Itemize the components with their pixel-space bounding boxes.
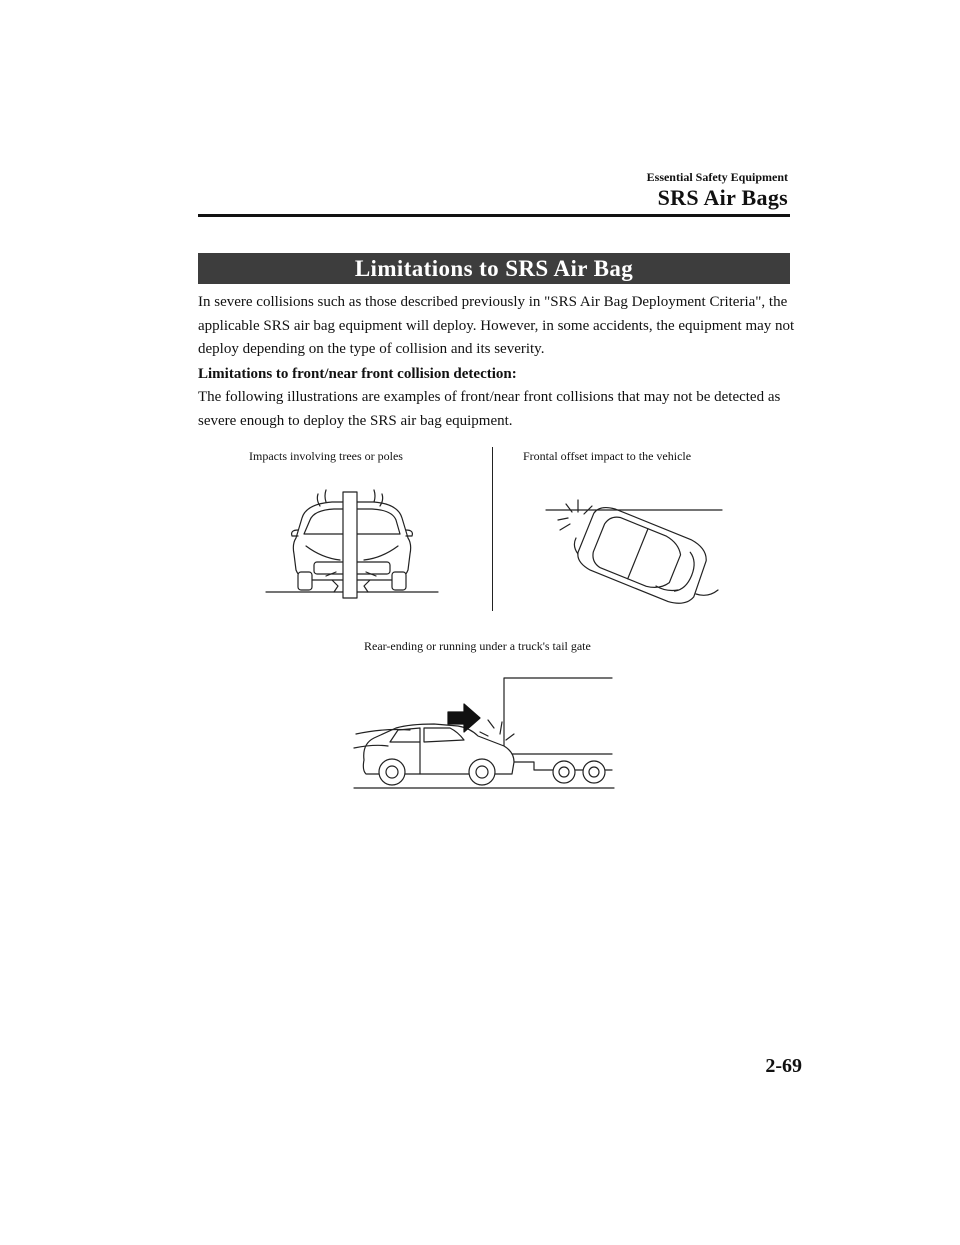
car-under-truck-icon <box>354 676 616 792</box>
page-number: 2-69 <box>765 1055 802 1077</box>
subsection-heading: Limitations to front/near front collision detection: <box>198 366 517 382</box>
subsection-text: The following illustrations are examples of front/near front collisions that may not be detected as severe enough to deploy the SRS air bag equipment. <box>198 389 781 429</box>
banner-title: Limitations to SRS Air Bag <box>354 255 634 281</box>
illustration-divider <box>492 447 493 611</box>
caption-truck: Rear-ending or running under a truck's tail gate <box>364 639 591 653</box>
caption-offset: Frontal offset impact to the vehicle <box>523 449 692 463</box>
section-title: Essential Safety Equipment <box>646 170 788 184</box>
intro-paragraph: In severe collisions such as those described previously in "SRS Air Bag Deployment Criteria", the applicable SRS air bag equipment will deploy. However, in some accidents, the equipment may not deploy depending on the type of collision and its severity. <box>198 294 795 357</box>
car-offset-impact-icon <box>546 498 726 602</box>
caption-trees: Impacts involving trees or poles <box>249 449 403 463</box>
section-banner <box>198 253 790 284</box>
chapter-title: SRS Air Bags <box>657 185 788 210</box>
car-hitting-pole-icon <box>262 488 442 598</box>
header-rule <box>198 214 790 217</box>
